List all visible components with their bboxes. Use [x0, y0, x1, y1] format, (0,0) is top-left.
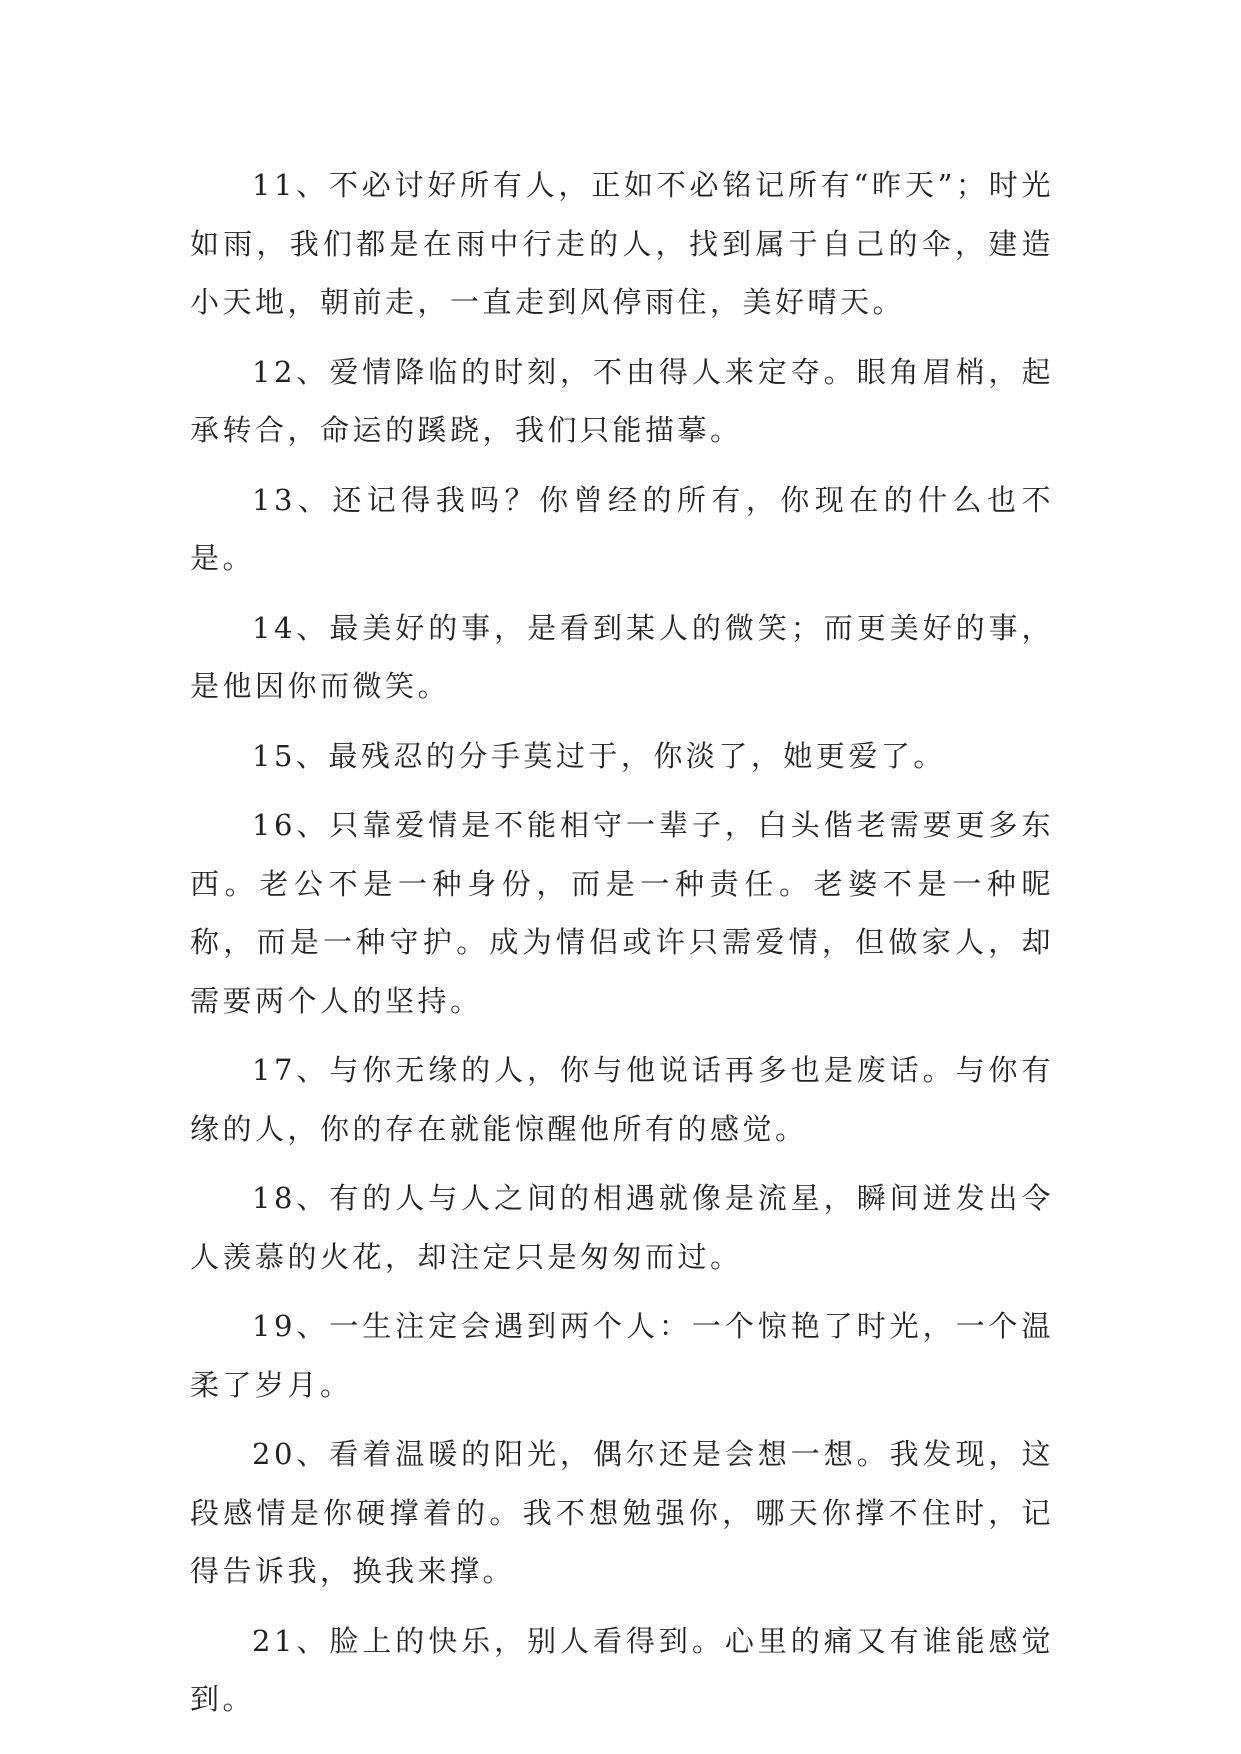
- document-body: [190, 156, 1054, 1740]
- quote-paragraph-17: 17、与你无缘的人，你与他说话再多也是废话。与你有缘的人，你的存在就能惊醒他所有的感觉。: [190, 1053, 1054, 1146]
- quote-paragraph-15: 15、最残忍的分手莫过于，你淡了，她更爱了。: [252, 738, 946, 773]
- quote-paragraph-12: 12、爱情降临的时刻，不由得人来定夺。眼角眉梢，起承转合，命运的蹊跷，我们只能描摹。: [190, 354, 1054, 447]
- quote-paragraph-21: 21、脸上的快乐，别人看得到。心里的痛又有谁能感觉到。: [190, 1623, 1054, 1716]
- quote-paragraph-16: 16、只靠爱情是不能相守一辈子，白头偕老需要更多东西。老公不是一种身份，而是一种责任。老婆不是一种昵称，而是一种守护。成为情侣或许只需爱情，但做家人，却需要两个人的坚持。: [190, 808, 1054, 1018]
- quote-paragraph-20: 20、看着温暖的阳光，偶尔还是会想一想。我发现，这段感情是你硬撑着的。我不想勉强你，哪天你撑不住时，记得告诉我，换我来撑。: [190, 1437, 1054, 1588]
- quote-paragraph-18: 18、有的人与人之间的相遇就像是流星，瞬间迸发出令人羡慕的火花，却注定只是匆匆而过。: [190, 1181, 1054, 1274]
- quote-paragraph-19: 19、一生注定会遇到两个人：一个惊艳了时光，一个温柔了岁月。: [190, 1309, 1054, 1402]
- quote-paragraph-14: 14、最美好的事，是看到某人的微笑；而更美好的事，是他因你而微笑。: [190, 610, 1054, 703]
- quote-paragraph-13: 13、还记得我吗？你曾经的所有，你现在的什么也不是。: [190, 482, 1054, 575]
- quote-paragraph-11: 11、不必讨好所有人，正如不必铭记所有“昨天”；时光如雨，我们都是在雨中行走的人，找到属于自己的伞，建造小天地，朝前走，一直走到风停雨住，美好晴天。: [190, 168, 1054, 319]
